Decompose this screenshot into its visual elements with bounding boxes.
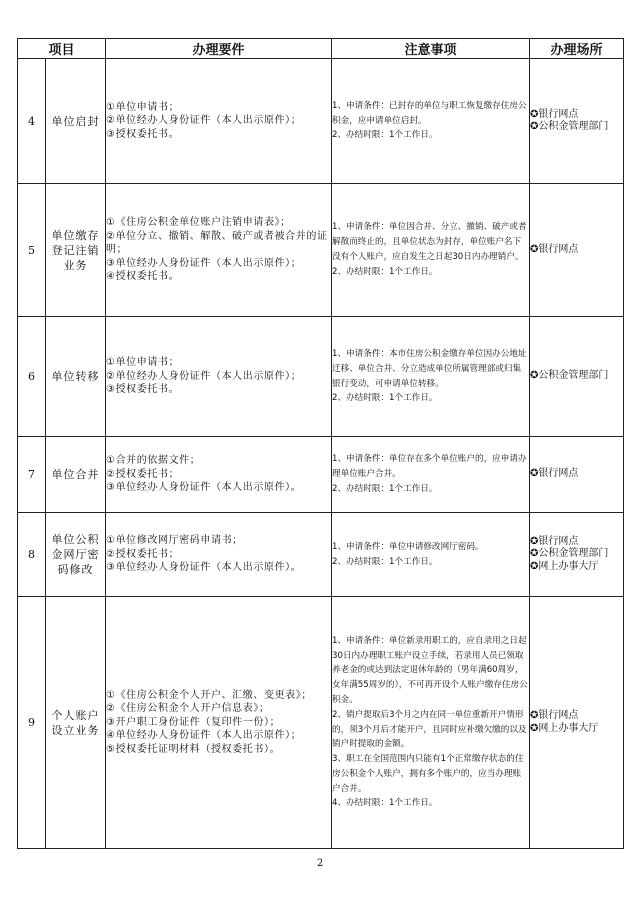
row-number: 9	[18, 597, 46, 849]
requirement-line: ③授权委托书。	[106, 384, 180, 396]
row-number: 5	[18, 184, 46, 317]
page-number: 2	[316, 858, 324, 869]
table-row	[18, 59, 624, 184]
row-requirements	[106, 184, 332, 317]
note-line: 2、办结时限：1个工作日。	[332, 483, 438, 494]
table-header-row	[18, 39, 624, 59]
note-line: 4、办结时限：1个工作日。	[332, 798, 438, 809]
place-line: ✪银行网点	[530, 535, 579, 547]
requirement-line: ①单位修改网厅密码申请书；	[106, 535, 243, 547]
row-item-name: 单位缴存登记注销业务	[46, 184, 106, 317]
requirement-line: ③单位经办人身份证件（本人出示原件）；	[106, 257, 302, 269]
place-line: ✪公积金管理部门	[530, 121, 609, 132]
row-number: 7	[18, 437, 46, 513]
row-requirements	[106, 317, 332, 437]
header-requirements: 办理要件	[106, 39, 332, 59]
note-line: 2、销户提取后3个月之内在同一单位重新开户情形的，须3个月后才能开户，且同时应补缴欠缴的以及销户时提取的金额。	[332, 709, 527, 750]
place-line: ✪银行网点	[530, 108, 579, 120]
place-line: ✪银行网点	[530, 710, 579, 721]
table-row	[18, 317, 624, 437]
requirement-line: ②单位经办人身份证件（本人出示原件）；	[106, 370, 302, 382]
row-requirements	[106, 513, 332, 597]
requirement-line: ③授权委托书。	[106, 128, 180, 140]
requirement-line: ①单位申请书；	[106, 357, 180, 369]
row-item-name: 单位公积金网厅密码修改	[46, 513, 106, 597]
requirement-line: ③开户职工身份证件（复印件一份）；	[106, 716, 281, 728]
row-places	[530, 59, 624, 184]
note-line: 1、申请条件：本市住房公积金缴存单位因办公地址迁移、单位合并、分立造成单位所属管理部或归集银行变动，可申请单位转移。	[332, 348, 527, 389]
requirement-line: ②授权委托书；	[106, 548, 180, 560]
place-line: ✪公积金管理部门	[530, 548, 609, 560]
place-line: ✪银行网点	[530, 468, 579, 480]
note-line: 3、职工在全国范围内只能有1个正常缴存状态的住房公积金个人账户，拥有多个账户的，应当办理账户合并。	[332, 754, 524, 794]
place-line: ✪网上办事大厅	[530, 722, 599, 734]
requirement-line: ②授权委托书；	[106, 468, 180, 480]
requirement-line: ⑤授权委托证明材料（授权委托书）。	[106, 743, 281, 755]
requirement-line: ④授权委托书。	[106, 271, 180, 283]
table-row	[18, 184, 624, 317]
place-line: ✪网上办事大厅	[530, 560, 599, 572]
row-number: 4	[18, 59, 46, 184]
note-line: 2、办结时限：1个工作日。	[332, 266, 438, 277]
row-places	[530, 317, 624, 437]
place-line: ✪银行网点	[530, 243, 579, 255]
note-line: 1、申请条件：单位新录用职工的，应自录用之日起30日内办理职工账户设立手续，若录用人员已领取养老金的或达到法定退休年龄的（男年满60周岁，女年满55周岁的），不可再开设个人账户缴存住房公积金。	[332, 635, 528, 705]
header-place: 办理场所	[530, 39, 624, 59]
note-line: 2、办结时限：1个工作日。	[332, 130, 438, 141]
row-notes	[332, 59, 530, 184]
header-item: 项目	[18, 39, 106, 59]
requirement-line: ④单位经办人身份证件（本人出示原件）；	[106, 730, 302, 742]
row-number: 6	[18, 317, 46, 437]
note-line: 2、办结时限：1个工作日。	[332, 556, 438, 567]
row-item-name: 个人账户设立业务	[46, 597, 106, 849]
table-row	[18, 597, 624, 849]
note-line: 1、申请条件：单位申请修改网厅密码。	[332, 541, 484, 552]
note-line: 2、办结时限：1个工作日。	[332, 393, 438, 404]
row-requirements	[106, 59, 332, 184]
row-requirements	[106, 437, 332, 513]
place-line: ✪公积金管理部门	[530, 370, 609, 382]
row-places	[530, 513, 624, 597]
requirement-line: ①合并的依据文件；	[106, 455, 201, 467]
row-notes	[332, 513, 530, 597]
row-places	[530, 437, 624, 513]
row-places	[530, 597, 624, 849]
note-line: 1、申请条件：单位因合并、分立、撤销、破产或者解散而终止的，且单位状态为封存，单位账户名下没有个人账户，应自发生之日起30日内办理销户。	[332, 222, 527, 262]
row-item-name: 单位启封	[46, 59, 106, 184]
row-notes	[332, 317, 530, 437]
row-places	[530, 184, 624, 317]
row-notes	[332, 437, 530, 513]
row-requirements	[106, 597, 332, 849]
table-row	[18, 437, 624, 513]
requirement-line: ③单位经办人身份证件（本人出示原件）。	[106, 482, 302, 494]
row-item-name: 单位合并	[46, 437, 106, 513]
row-number: 8	[18, 513, 46, 597]
row-item-name: 单位转移	[46, 317, 106, 437]
table-row	[18, 513, 624, 597]
requirement-line: ①《住房公积金个人开户、汇缴、变更表》；	[106, 689, 312, 701]
requirement-line: ③单位经办人身份证件（本人出示原件）。	[106, 562, 302, 574]
requirement-line: ②单位经办人身份证件（本人出示原件）；	[106, 115, 302, 127]
requirement-line: ①《住房公积金单位账户注销申请表》；	[106, 217, 291, 229]
business-table	[17, 38, 624, 849]
note-line: 1、申请条件：已封存的单位与职工恢复缴存住房公积金，应申请单位启封。	[332, 100, 527, 126]
header-notes: 注意事项	[332, 39, 530, 59]
row-notes	[332, 597, 530, 849]
requirement-line: ②《住房公积金个人开户信息表》；	[106, 703, 270, 715]
requirement-line: ①单位申请书；	[106, 101, 180, 113]
note-line: 1、申请条件：单位存在多个单位账户的，应申请办理单位账户合并。	[332, 454, 527, 480]
row-notes	[332, 184, 530, 317]
requirement-line: ②单位分立、撤销、解散、破产或者被合并的证明；	[106, 230, 328, 256]
